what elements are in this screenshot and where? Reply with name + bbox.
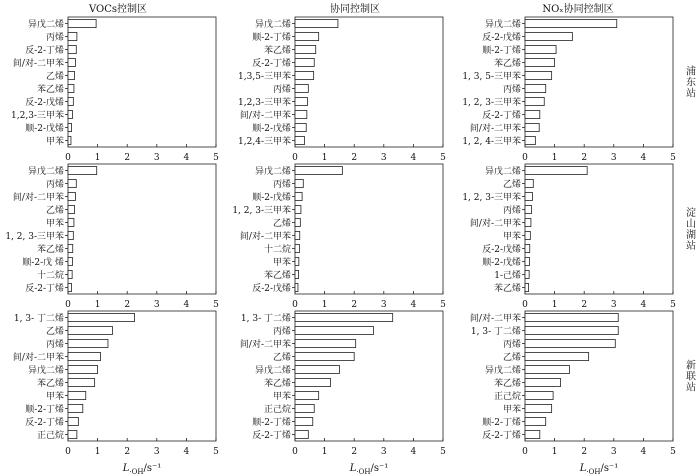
x-tick-label: 3 [610,153,617,163]
category-label: 苯乙烯 [36,245,64,255]
category-label: 间/对-二甲苯 [12,59,64,69]
x-tick-label: 0 [292,300,298,310]
bar [525,231,530,239]
bar [295,136,304,144]
category-label: 间/对-二甲苯 [12,353,64,363]
column-title: VOCs控制区 [88,4,148,15]
x-tick-label: 3 [610,300,617,310]
x-tick-label: 4 [183,300,190,310]
column-title: NOₓ协同控制区 [542,4,614,15]
x-tick-label: 1 [551,447,558,457]
bar [68,352,101,360]
category-label: 苯乙烯 [263,379,291,389]
category-label: 异戊二烯 [484,20,521,30]
category-label: 异戊二烯 [484,167,521,177]
category-label: 异戊二烯 [254,366,291,376]
category-label: 苯乙烯 [493,284,521,294]
x-axis-title: $L_{\cdot OH}/s^{-1}$ [122,463,162,474]
category-label: 反-2-戊烯 [252,284,291,294]
category-label: 反-2-丁烯 [482,111,521,121]
bar [525,123,539,131]
bar [68,257,72,265]
bar [295,71,314,79]
x-tick-label: 2 [581,153,588,163]
x-tick-label: 3 [610,447,617,457]
category-label: 1-己烯 [494,271,521,281]
row-label: 新联站 [683,359,695,393]
x-tick-label: 4 [183,447,190,457]
bar [68,326,112,334]
bar [295,123,306,131]
category-label: 1,2,3-三甲苯 [238,98,291,108]
bar [295,231,300,239]
category-label: 顺-2-戊烯 [25,124,64,134]
x-tick-label: 0 [65,447,71,457]
category-label: 乙烯 [272,353,291,363]
bar [295,313,393,321]
bar [525,352,589,360]
category-label: 1,2,3-三甲苯 [11,111,64,121]
x-tick-label: 3 [153,300,160,310]
category-label: 甲苯 [45,392,64,402]
bar [525,97,544,105]
x-tick-label: 4 [410,447,417,457]
bar [525,313,618,321]
category-label: 1, 3, 5-三甲苯 [462,72,521,82]
category-label: 顺-2-丁烯 [252,33,291,43]
category-label: 乙烯 [272,219,291,229]
x-tick-label: 1 [551,153,558,163]
category-label: 顺-2-戊烯 [252,124,291,134]
category-label: 丙烯 [272,180,291,190]
bar [525,391,553,399]
category-label: 甲苯 [45,137,64,147]
row-label: 浦东站 [683,65,695,99]
bar [525,84,546,92]
bar [525,378,561,386]
category-label: 1,3,5-三甲苯 [238,72,291,82]
bar [525,430,540,438]
bar [68,430,77,438]
category-label: 顺-2-丁烯 [25,405,64,415]
category-label: 丙烯 [502,85,521,95]
x-tick-label: 2 [124,300,131,310]
bar [525,205,532,213]
category-label: 异戊二烯 [484,366,521,376]
x-tick-label: 0 [65,300,71,310]
plot-frame [68,164,216,294]
column-title: 协同控制区 [330,4,380,15]
category-label: 间/对-二甲苯 [469,314,521,324]
x-tick-label: 0 [292,153,298,163]
bar [295,352,354,360]
x-tick-label: 3 [380,447,387,457]
x-tick-label: 5 [670,447,676,457]
category-label: 丙烯 [272,327,291,337]
category-label: 反-2-丁烯 [252,59,291,69]
bar [68,71,75,79]
category-label: 1, 2, 3-三甲苯 [5,232,64,242]
category-label: 间/对-二甲苯 [239,340,291,350]
category-label: 丙烯 [502,206,521,216]
bar [68,32,77,40]
bar [295,179,303,187]
bar [525,32,572,40]
category-label: 丙烯 [45,33,64,43]
bar [525,110,540,118]
category-label: 反-2-丁烯 [25,418,64,428]
category-label: 1, 2, 3-三甲苯 [462,98,521,108]
x-tick-label: 1 [94,300,101,310]
category-label: 异戊二烯 [27,20,64,30]
category-label: 正己烷 [493,392,521,402]
bar [295,97,307,105]
x-tick-label: 5 [440,153,446,163]
category-label: 乙烯 [45,327,64,337]
x-tick-label: 3 [380,153,387,163]
category-label: 异戊二烯 [254,167,291,177]
x-tick-label: 4 [410,300,417,310]
category-label: 顺-2-戊烯 [482,258,521,268]
bar [68,192,75,200]
category-label: 间/对-二甲苯 [239,111,291,121]
category-label: 十二烷 [263,245,291,255]
category-label: 苯乙烯 [263,46,291,56]
bar [68,391,86,399]
bar [525,45,556,53]
bar [68,339,108,347]
bar [525,417,546,425]
bar [295,218,300,226]
category-label: 顺-2-戊烯 [252,193,291,203]
x-tick-label: 5 [440,447,446,457]
bar [68,166,97,174]
category-label: 顺-2-丁烯 [252,418,291,428]
category-label: 1, 3- 丁二烯 [470,327,521,337]
x-tick-label: 2 [351,153,358,163]
bar [68,19,96,27]
category-label: 反-2-丁烯 [25,284,64,294]
x-tick-label: 0 [65,153,71,163]
category-label: 间/对-二甲苯 [239,232,291,242]
bar [295,378,331,386]
category-label: 丙烯 [45,180,64,190]
x-tick-label: 4 [183,153,190,163]
plot-frame [295,164,443,294]
category-label: 异戊二烯 [27,366,64,376]
bar [295,417,313,425]
x-tick-label: 2 [351,300,358,310]
category-label: 反-2-戊烯 [482,33,521,43]
x-tick-label: 3 [153,447,160,457]
category-label: 乙烯 [45,206,64,216]
bar [525,244,530,252]
bar [68,58,75,66]
category-label: 苯乙烯 [493,379,521,389]
category-label: 1,2,4-三甲苯 [238,137,291,147]
x-tick-label: 1 [94,153,101,163]
x-tick-label: 5 [213,153,219,163]
bar [295,192,302,200]
bar [68,378,95,386]
bar [68,404,83,412]
x-tick-label: 0 [522,447,528,457]
category-label: 反-2-丁烯 [482,431,521,441]
bar [295,270,299,278]
category-label: 苯乙烯 [36,379,64,389]
category-label: 间/对-二甲苯 [12,193,64,203]
bar [295,45,316,53]
bar [295,404,314,412]
bar [525,58,555,66]
x-tick-label: 4 [640,153,647,163]
x-tick-label: 3 [380,300,387,310]
bar [295,58,314,66]
x-tick-label: 1 [551,300,558,310]
category-label: 苯乙烯 [36,85,64,95]
bar [295,19,338,27]
bar [68,179,76,187]
bar [68,205,75,213]
bar [295,430,308,438]
x-tick-label: 0 [292,447,298,457]
bar [68,136,71,144]
bar [295,326,373,334]
bar [295,283,298,291]
x-tick-label: 4 [640,447,647,457]
x-tick-label: 5 [213,300,219,310]
plot-frame [68,17,216,147]
bar [68,270,72,278]
x-tick-label: 2 [351,447,358,457]
bar [68,123,72,131]
x-tick-label: 1 [321,447,328,457]
x-tick-label: 5 [670,300,676,310]
bar [68,365,98,373]
bar [525,339,615,347]
bar [525,179,533,187]
x-tick-label: 5 [670,153,676,163]
row-label: 淀山湖站 [683,207,695,251]
category-label: 顺-2-丁烯 [482,46,521,56]
bar [525,192,532,200]
category-label: 丙烯 [502,340,521,350]
category-label: 1, 2, 4-三甲苯 [462,137,521,147]
category-label: 丙烯 [45,340,64,350]
bar [525,166,587,174]
x-tick-label: 0 [522,300,528,310]
x-tick-label: 5 [213,447,219,457]
category-label: 乙烯 [45,72,64,82]
bar [295,205,301,213]
bar [68,110,72,118]
x-tick-label: 5 [440,300,446,310]
x-tick-label: 1 [321,153,328,163]
bar [525,19,617,27]
bar [295,257,299,265]
bar [525,136,535,144]
category-label: 苯乙烯 [263,271,291,281]
bar [68,417,78,425]
bar [525,326,618,334]
bar [68,218,74,226]
category-label: 乙烯 [502,353,521,363]
x-tick-label: 2 [581,300,588,310]
category-label: 1, 3- 丁二烯 [240,314,291,324]
category-label: 间/对-二甲苯 [469,124,521,134]
category-label: 甲苯 [502,405,521,415]
bar [525,71,552,79]
bar [525,365,569,373]
x-tick-label: 2 [124,153,131,163]
category-label: 反-2-丁烯 [25,46,64,56]
x-tick-label: 3 [153,153,160,163]
bar [525,404,552,412]
category-label: 甲苯 [272,392,291,402]
bar [68,45,76,53]
x-axis-title: $L_{\cdot OH}/s^{-1}$ [579,463,619,474]
bar [525,270,529,278]
bar [525,218,531,226]
x-tick-label: 4 [640,300,647,310]
category-label: 反-2-丁烯 [252,431,291,441]
bar [295,244,299,252]
bar [295,365,339,373]
bar [295,84,308,92]
bar [68,84,74,92]
category-label: 甲苯 [272,258,291,268]
category-label: 甲苯 [45,219,64,229]
bar [68,244,73,252]
x-tick-label: 2 [581,447,588,457]
category-label: 1, 2, 3-三甲苯 [462,193,521,203]
bar [68,97,73,105]
category-label: 异戊二烯 [254,20,291,30]
category-label: 正己烷 [36,431,64,441]
category-label: 正己烷 [263,405,291,415]
bar [525,257,529,265]
category-label: 反-2-戊烯 [25,98,64,108]
x-tick-label: 1 [321,300,328,310]
category-label: 顺-2-戊 烯 [22,258,64,268]
x-tick-label: 1 [94,447,101,457]
category-label: 异戊二烯 [27,167,64,177]
x-tick-label: 2 [124,447,131,457]
bar [68,231,73,239]
category-label: 丙烯 [272,85,291,95]
category-label: 乙烯 [502,180,521,190]
bar [295,391,319,399]
category-label: 甲苯 [502,232,521,242]
category-label: 十二烷 [36,271,64,281]
bar [68,283,72,291]
category-label: 1, 2, 3-三甲苯 [232,206,291,216]
x-axis-title: $L_{\cdot OH}/s^{-1}$ [349,463,389,474]
x-tick-label: 0 [522,153,528,163]
bar [295,110,307,118]
category-label: 间/对-二甲苯 [469,219,521,229]
category-label: 反-2-戊烯 [482,245,521,255]
category-label: 顺-2-丁烯 [482,418,521,428]
category-label: 1, 3- 丁二烯 [13,314,64,324]
bar [295,166,342,174]
bar [295,339,356,347]
bar [68,313,135,321]
bar [295,32,319,40]
x-tick-label: 4 [410,153,417,163]
plot-frame [525,164,673,294]
category-label: 苯乙烯 [493,59,521,69]
bar [525,283,529,291]
